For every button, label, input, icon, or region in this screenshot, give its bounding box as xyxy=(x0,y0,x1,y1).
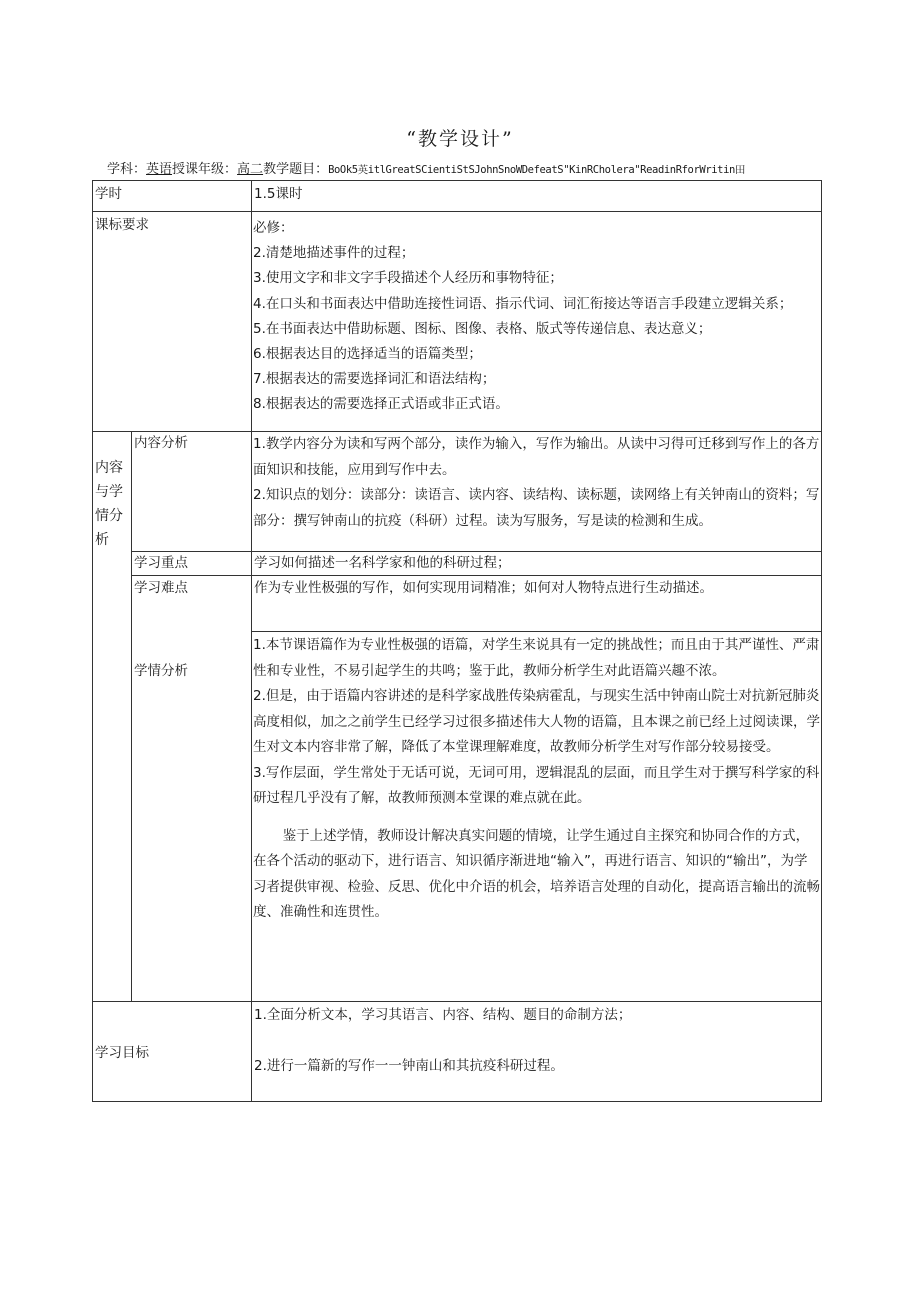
grade-value: 高二 xyxy=(237,162,264,177)
learner-analysis-line: 1.本节课语篇作为专业性极强的语篇，对学生来说具有一定的挑战性；而且由于其严谨性、严肃性和专业性，不易引起学生的共鸣；鉴于此，教师分析学生对此语篇兴趣不浓。 xyxy=(253,637,820,679)
learner-analysis-line: 3.写作层面，学生常处于无话可说，无词可用，逻辑混乱的层面，而且学生对于撰写科学家的科研过程几乎没有了解，故教师预测本堂课的难点就在此。 xyxy=(253,764,820,806)
learner-analysis-text xyxy=(253,633,820,999)
learner-analysis-summary: 鉴于上述学情，教师设计解决真实问题的情境，让学生通过自主探究和协同合作的方式，在各个活动的驱动下，进行语言、知识循序渐进地“输入”，再进行语言、知识的“输出”，为学习者提供审视、检验、反思、优化中介语的机会，培养语言处理的自动化，提高语言输出的流畅度、准确性和连贯性。 xyxy=(253,827,820,920)
curriculum-requirements xyxy=(253,216,820,422)
curriculum-label: 课标要求 xyxy=(95,217,149,233)
key-point-label: 学习重点 xyxy=(134,555,188,571)
curriculum-line: 8.根据表达的需要选择正式语或非正式语。 xyxy=(253,396,509,413)
objectives-label: 学习目标 xyxy=(95,1045,149,1061)
objective-line: 1.全面分析文本，学习其语言、内容、结构、题目的命制方法； xyxy=(254,1007,632,1023)
topic-label: 教学题目： xyxy=(263,162,329,177)
curriculum-line: 4.在口头和书面表达中借助连接性词语、指示代词、词汇衔接达等语言手段建立逻辑关系； xyxy=(253,295,793,312)
content-analysis-label: 内容分析 xyxy=(134,435,188,451)
label-column-divider xyxy=(251,180,252,1102)
curriculum-line: 必修： xyxy=(253,220,294,236)
objective-line: 2.进行一篇新的写作一一钟南山和其抗疫科研过程。 xyxy=(254,1058,564,1074)
content-analysis-line: 1.教学内容分为读和写两个部分，读作为输入，写作为输出。从读中习得可迁移到写作上的各方面知识和技能，应用到写作中去。 xyxy=(253,436,820,478)
row-divider xyxy=(252,631,822,632)
curriculum-line: 5.在书面表达中借助标题、图标、图像、表格、版式等传递信息、表达意义； xyxy=(253,320,712,337)
subject-value: 英语 xyxy=(146,162,173,177)
subject-label: 学科： xyxy=(107,162,147,177)
sub-label-column-divider xyxy=(131,431,132,1002)
curriculum-line: 2.清楚地描述事件的过程； xyxy=(253,245,415,262)
header-meta-line xyxy=(107,161,822,179)
key-point-value: 学习如何描述一名科学家和他的科研过程； xyxy=(254,555,511,571)
learner-analysis-label: 学情分析 xyxy=(134,663,188,679)
hours-value: 1.5课时 xyxy=(254,186,303,202)
grade-label: 授课年级： xyxy=(172,162,238,177)
content-analysis-line: 2.知识点的划分：读部分：读语言、读内容、读结构、读标题，读网络上有关钟南山的资料；写部分：撰写钟南山的抗疫（科研）过程。读为写服务，写是读的检测和生成。 xyxy=(253,487,820,529)
analysis-group-label: 内容与学情分析 xyxy=(95,460,123,548)
page-title: “教学设计” xyxy=(406,128,514,150)
curriculum-line: 3.使用文字和非文字手段描述个人经历和事物特征； xyxy=(253,270,563,287)
difficulty-label: 学习难点 xyxy=(134,580,188,596)
curriculum-line: 7.根据表达的需要选择词汇和语法结构； xyxy=(253,371,496,388)
difficulty-value: 作为专业性极强的写作，如何实现用词精准；如何对人物特点进行生动描述。 xyxy=(254,580,713,596)
topic-value: BoOk5英itlGreatSCientiStSJohnSnoWDefeatS"KinRCholera"ReadinRforWritin田 xyxy=(328,164,746,176)
row-divider xyxy=(92,211,822,212)
curriculum-line: 6.根据表达目的选择适当的语篇类型； xyxy=(253,346,482,363)
hours-label: 学时 xyxy=(95,186,122,202)
learner-analysis-line: 2.但是，由于语篇内容讲述的是科学家战胜传染病霍乱，与现实生活中钟南山院士对抗新冠肺炎高度相似，加之之前学生已经学习过很多描述伟大人物的语篇，且本课之前已经上过阅读课，学生对文本内容非常了解，降低了本堂课理解难度，故教师分析学生对写作部分较易接受。 xyxy=(253,688,820,755)
content-analysis-text xyxy=(253,432,820,550)
